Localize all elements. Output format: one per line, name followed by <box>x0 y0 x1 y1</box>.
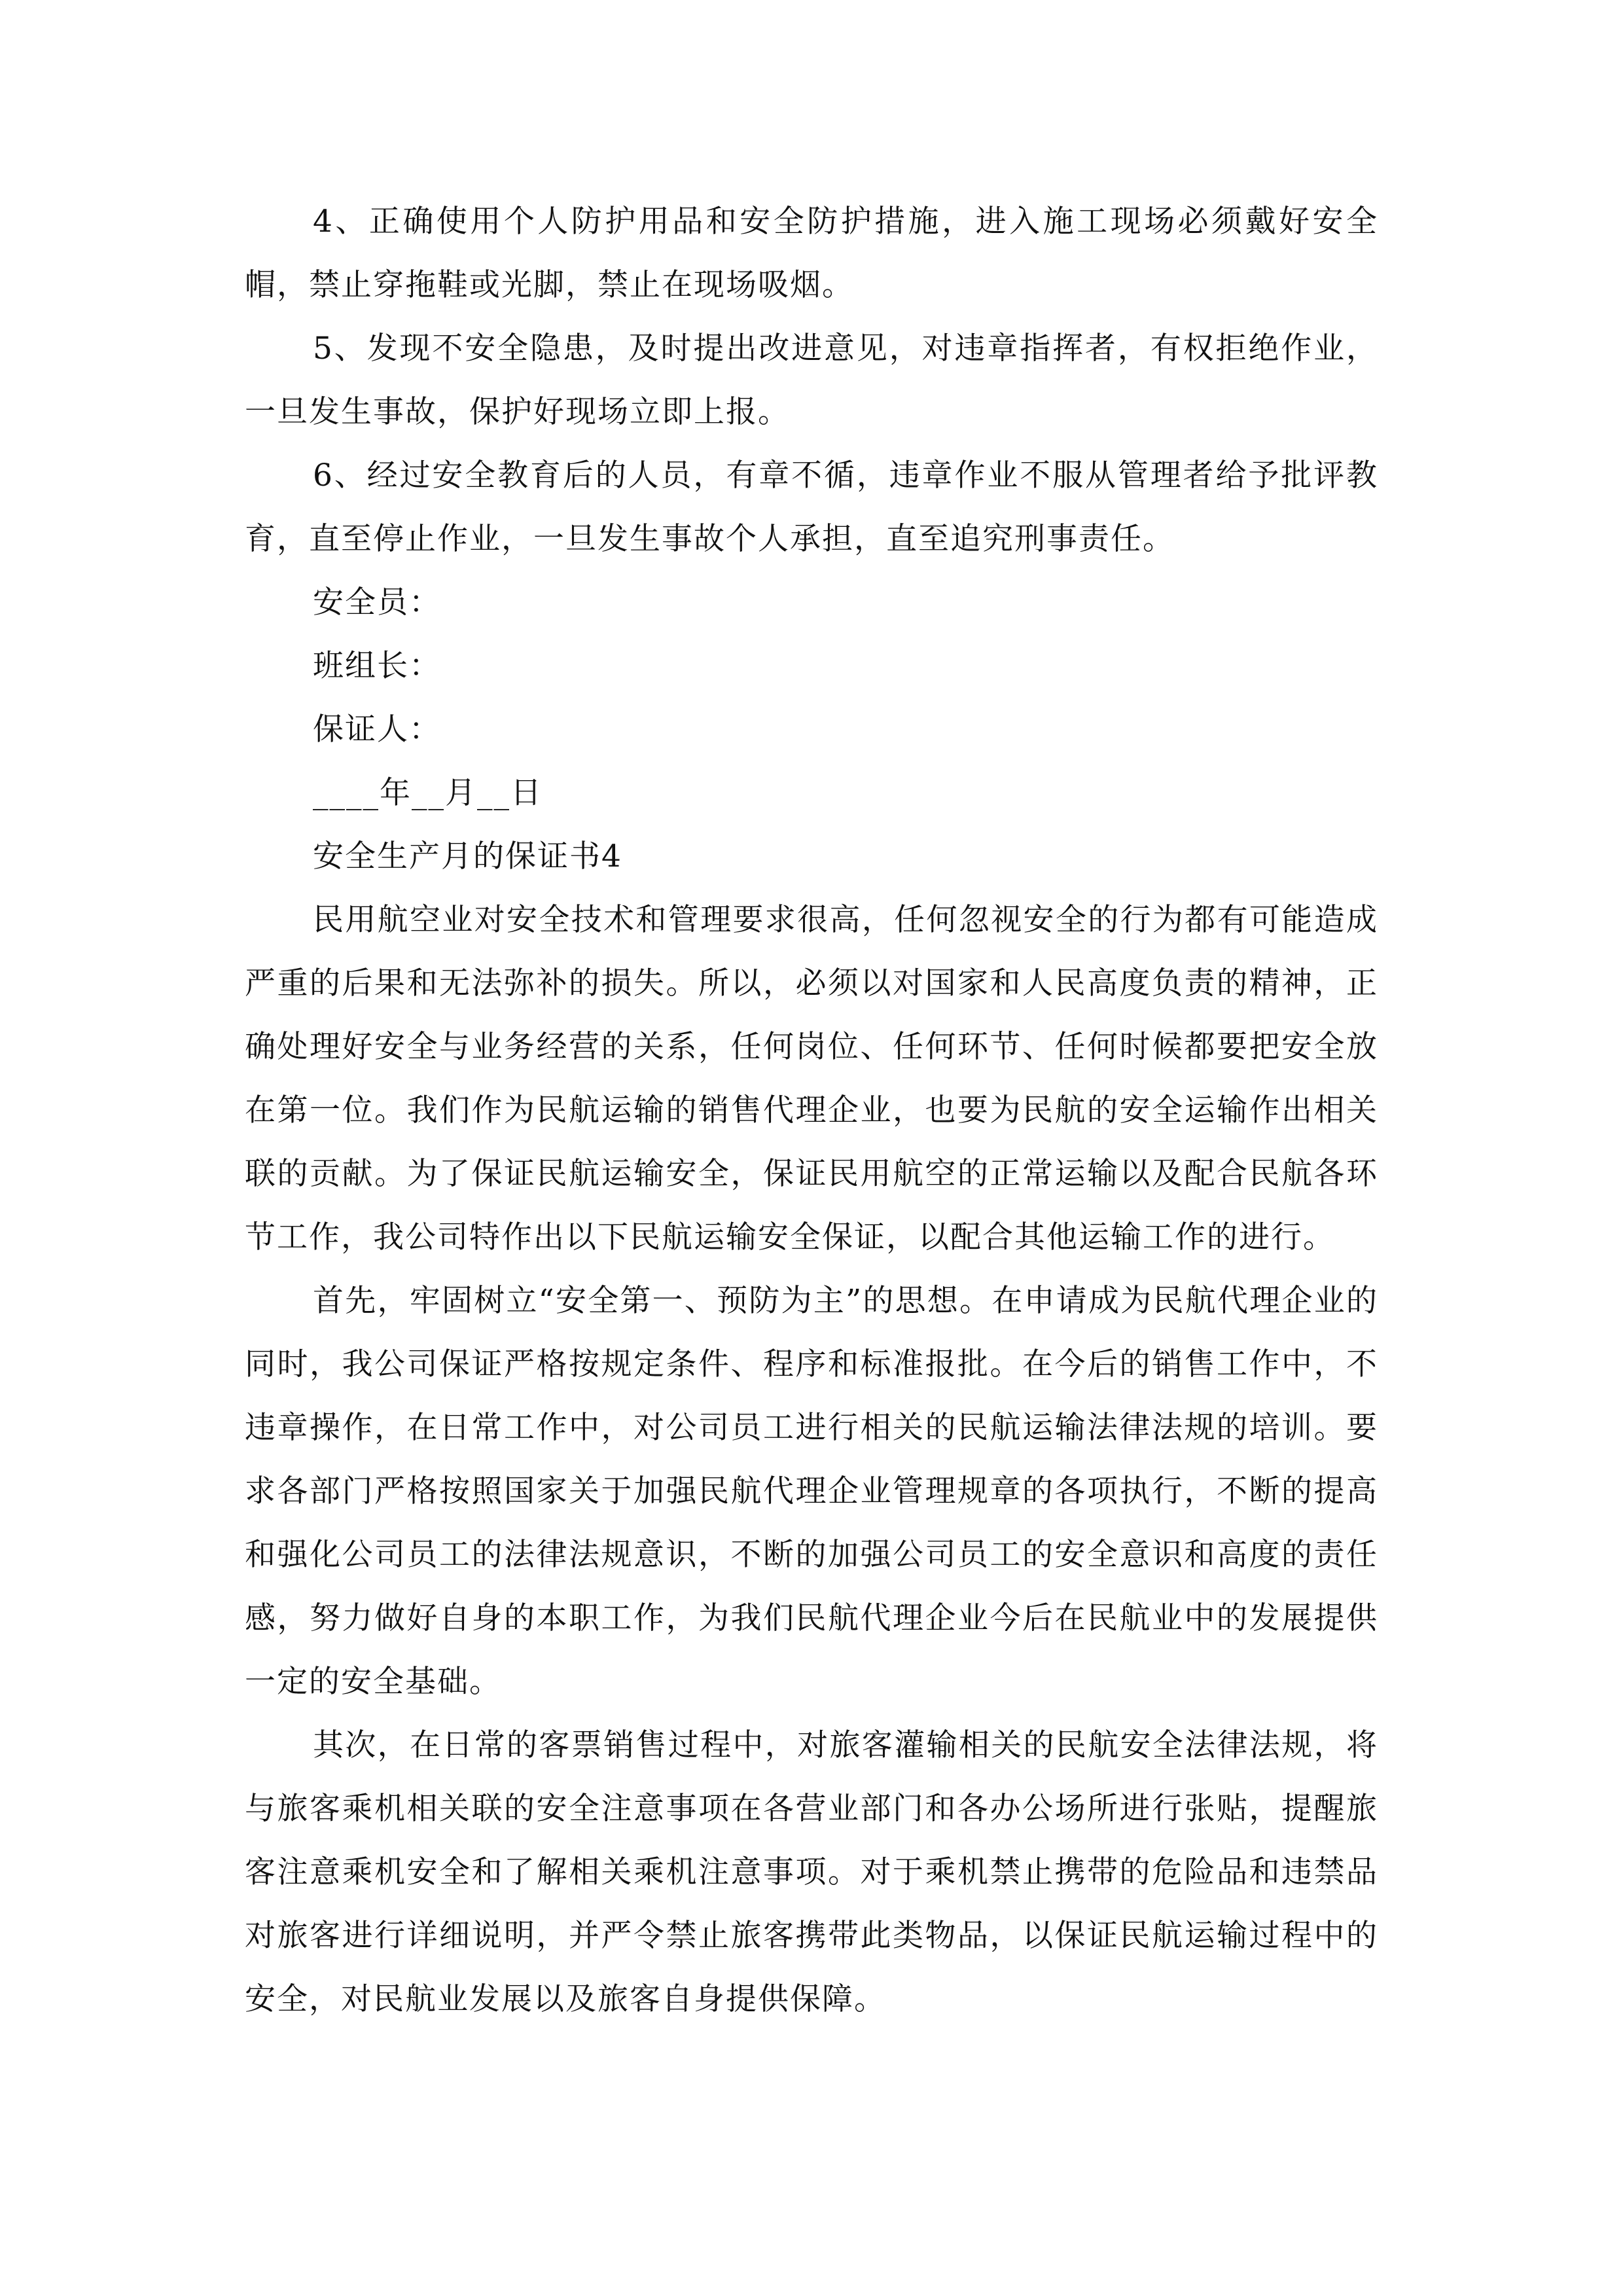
paragraph-civil-aviation: 民用航空业对安全技术和管理要求很高，任何忽视安全的行为都有可能造成严重的后果和无法弥补的损失。所以，必须以对国家和人民高度负责的精神，正确处理好安全与业务经营的关系，任何岗位、任何环节、任何时候都要把安全放在第一位。我们作为民航运输的销售代理企业，也要为民航的安全运输作出相关联的贡献。为了保证民航运输安全，保证民用航空的正常运输以及配合民航各环节工作，我公司特作出以下民航运输安全保证，以配合其他运输工作的进行。 <box>245 902 1378 1255</box>
safety-officer-label: 安全员： <box>313 584 441 620</box>
document-body <box>245 190 1378 2031</box>
section-title: 安全生产月的保证书4 <box>313 838 622 874</box>
date-line: ____年__月__日 <box>313 775 543 811</box>
paragraph-item-5: 5、发现不安全隐患，及时提出改进意见，对违章指挥者，有权拒绝作业，一旦发生事故，保护好现场立即上报。 <box>245 331 1378 430</box>
paragraph-first: 首先，牢固树立“安全第一、预防为主”的思想。在申请成为民航代理企业的同时，我公司保证严格按规定条件、程序和标准报批。在今后的销售工作中，不违章操作，在日常工作中，对公司员工进行相关的民航运输法律法规的培训。要求各部门严格按照国家关于加强民航代理企业管理规章的各项执行，不断的提高和强化公司员工的法律法规意识，不断的加强公司员工的安全意识和高度的责任感，努力做好自身的本职工作，为我们民航代理企业今后在民航业中的发展提供一定的安全基础。 <box>245 1283 1378 1700</box>
paragraph-item-6: 6、经过安全教育后的人员，有章不循，违章作业不服从管理者给予批评教育，直至停止作业，一旦发生事故个人承担，直至追究刑事责任。 <box>245 457 1378 557</box>
team-leader-label: 班组长： <box>313 648 441 684</box>
paragraph-second: 其次，在日常的客票销售过程中，对旅客灌输相关的民航安全法律法规，将与旅客乘机相关联的安全注意事项在各营业部门和各办公场所进行张贴，提醒旅客注意乘机安全和了解相关乘机注意事项。对于乘机禁止携带的危险品和违禁品对旅客进行详细说明，并严令禁止旅客携带此类物品，以保证民航运输过程中的安全，对民航业发展以及旅客自身提供保障。 <box>245 1727 1378 2017</box>
paragraph-item-4: 4、正确使用个人防护用品和安全防护措施，进入施工现场必须戴好安全帽，禁止穿拖鞋或光脚，禁止在现场吸烟。 <box>245 204 1378 303</box>
guarantor-label: 保证人： <box>313 711 441 747</box>
